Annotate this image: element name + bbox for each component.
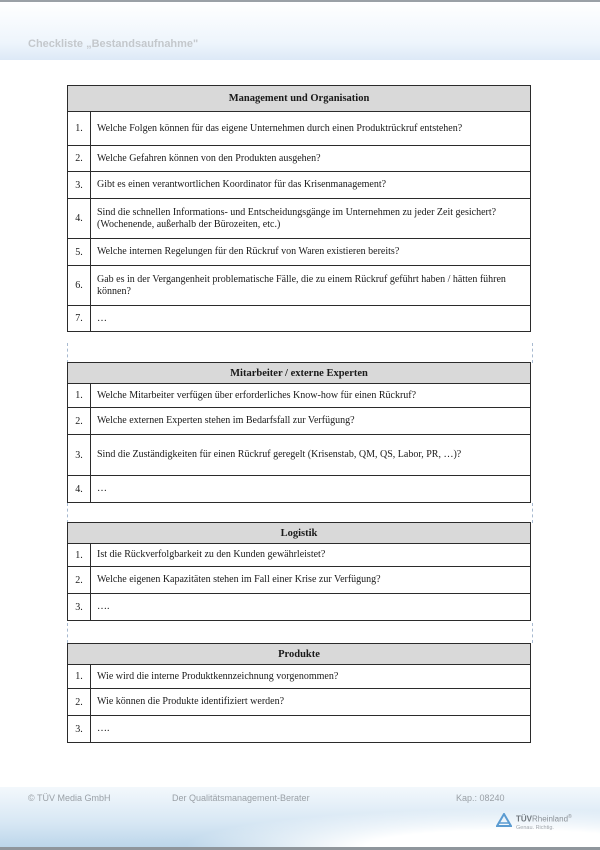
item-text: Welche internen Regelungen für den Rückruf von Waren existieren bereits? xyxy=(91,239,531,266)
item-text: Welche eigenen Kapazitäten stehen im Fall einer Krise zur Verfügung? xyxy=(91,567,531,594)
item-text: Welche Folgen können für das eigene Unternehmen durch einen Produktrückruf entstehen? xyxy=(91,112,531,146)
item-text: Welche externen Experten stehen im Bedarfsfall zur Verfügung? xyxy=(91,408,531,435)
section-title: Produkte xyxy=(68,644,531,665)
item-text: Welche Mitarbeiter verfügen über erforderliches Know-how für einen Rückruf? xyxy=(91,384,531,408)
section-logistics xyxy=(67,522,531,621)
item-number: 6. xyxy=(68,266,91,306)
table-row xyxy=(68,408,531,435)
item-text: Sind die Zuständigkeiten für einen Rückruf geregelt (Krisenstab, QM, QS, Labor, PR, …)? xyxy=(91,435,531,476)
table-row xyxy=(68,567,531,594)
item-text: … xyxy=(91,476,531,503)
item-number: 1. xyxy=(68,384,91,408)
item-text: …. xyxy=(91,716,531,743)
footer-chapter: Kap.: 08240 xyxy=(456,793,505,803)
item-number: 1. xyxy=(68,665,91,689)
item-text: Wie wird die interne Produktkennzeichnung vorgenommen? xyxy=(91,665,531,689)
item-number: 2. xyxy=(68,567,91,594)
logo-brand: TÜVRheinland® xyxy=(516,814,572,824)
page-title: Checkliste „Bestandsaufnahme" xyxy=(28,38,199,50)
item-text: Welche Gefahren können von den Produkten ausgehen? xyxy=(91,146,531,172)
table-row xyxy=(68,476,531,503)
item-number: 2. xyxy=(68,146,91,172)
item-number: 3. xyxy=(68,435,91,476)
table-row xyxy=(68,199,531,239)
section-staff-experts xyxy=(67,362,531,503)
table-row xyxy=(68,716,531,743)
item-number: 2. xyxy=(68,408,91,435)
item-number: 3. xyxy=(68,172,91,199)
table-row xyxy=(68,689,531,716)
table-row xyxy=(68,594,531,621)
table-row xyxy=(68,435,531,476)
section-title: Mitarbeiter / externe Experten xyxy=(68,363,531,384)
item-text: Wie können die Produkte identifiziert werden? xyxy=(91,689,531,716)
footer-copyright: © TÜV Media GmbH xyxy=(28,793,111,803)
item-number: 7. xyxy=(68,306,91,332)
item-number: 2. xyxy=(68,689,91,716)
item-number: 4. xyxy=(68,476,91,503)
table-row xyxy=(68,239,531,266)
section-title: Management und Organisation xyxy=(68,86,531,112)
section-gap xyxy=(67,623,533,643)
table-row xyxy=(68,172,531,199)
table-row xyxy=(68,384,531,408)
footer-publication: Der Qualitätsmanagement-Berater xyxy=(172,793,310,803)
item-text: … xyxy=(91,306,531,332)
item-number: 3. xyxy=(68,594,91,621)
table-row xyxy=(68,146,531,172)
page-footer xyxy=(0,787,600,847)
section-products xyxy=(67,643,531,743)
triangle-logo-icon xyxy=(496,813,512,827)
tuv-rheinland-logo xyxy=(496,813,572,832)
item-text: Gibt es einen verantwortlichen Koordinator für das Krisenmanagement? xyxy=(91,172,531,199)
table-row xyxy=(68,544,531,567)
table-row xyxy=(68,266,531,306)
logo-tagline: Genau. Richtig. xyxy=(516,825,554,831)
item-number: 3. xyxy=(68,716,91,743)
table-row xyxy=(68,306,531,332)
table-row xyxy=(68,112,531,146)
section-gap xyxy=(67,343,533,363)
item-number: 1. xyxy=(68,112,91,146)
item-number: 1. xyxy=(68,544,91,567)
item-text: Gab es in der Vergangenheit problematische Fälle, die zu einem Rückruf geführt haben / hätten führen können? xyxy=(91,266,531,306)
item-text: Ist die Rückverfolgbarkeit zu den Kunden gewährleistet? xyxy=(91,544,531,567)
item-text: Sind die schnellen Informations- und Entscheidungsgänge im Unternehmen zu jeder Zeit gesichert? (Wochenende, außerhalb der Bürozeiten, etc.) xyxy=(91,199,531,239)
item-number: 5. xyxy=(68,239,91,266)
page-header xyxy=(0,2,600,60)
section-title: Logistik xyxy=(68,523,531,544)
item-number: 4. xyxy=(68,199,91,239)
section-management xyxy=(67,85,531,332)
table-row xyxy=(68,665,531,689)
section-gap xyxy=(67,503,533,523)
item-text: …. xyxy=(91,594,531,621)
